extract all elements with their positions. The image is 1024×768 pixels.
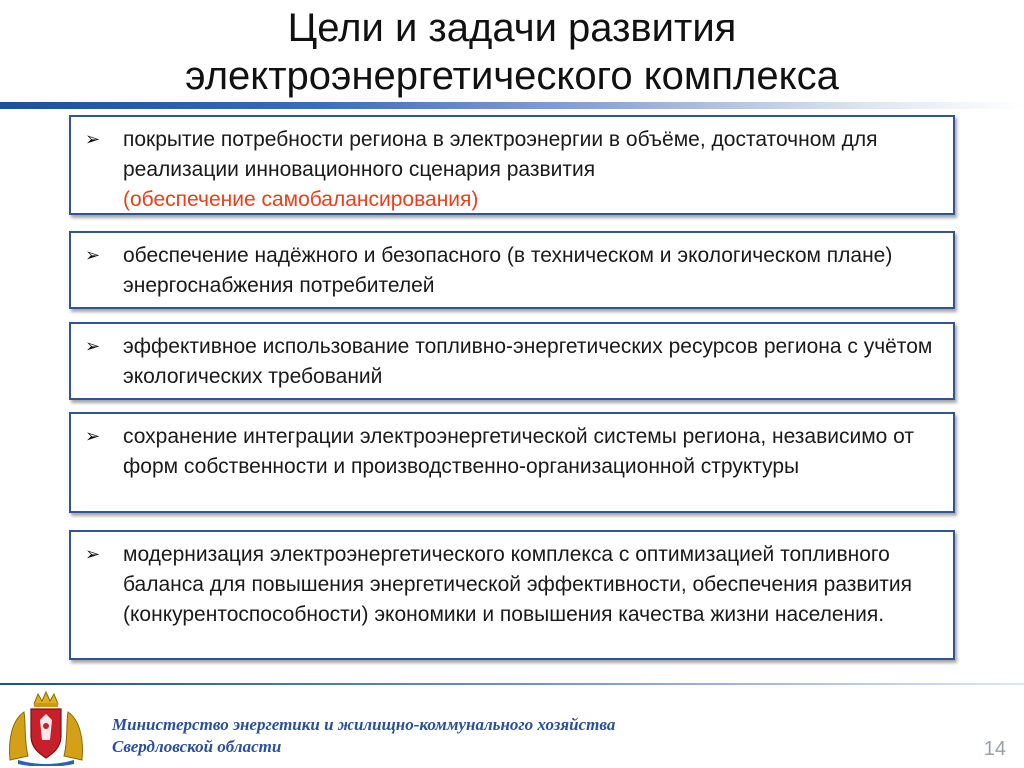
goal-box-3 xyxy=(69,322,955,400)
goal-box-5 xyxy=(69,530,955,660)
slide-title-line-1: Цели и задачи развития xyxy=(287,6,737,50)
goal-box-1 xyxy=(69,115,955,215)
goal-text-3: эффективное использование топливно-энергетических ресурсов региона с учётом экологических требований xyxy=(123,335,933,388)
goal-text-1-highlight: (обеспечение самобалансирования) xyxy=(123,188,479,211)
arrow-bullet-icon: ➢ xyxy=(85,129,101,150)
ministry-name-line-1: Министерство энергетики и жилищно-коммунального хозяйства xyxy=(112,715,616,734)
goal-text-1 xyxy=(123,125,943,215)
arrow-bullet-icon: ➢ xyxy=(85,544,101,565)
page-number: 14 xyxy=(983,738,1006,760)
footer-divider xyxy=(0,683,1024,685)
goal-text-5: модернизация электроэнергетического комплекса с оптимизацией топливного баланса для повышения энергетической эффективности, обеспечения развития (конкурентоспособности) экономики и повышения качества жизни населения. xyxy=(123,543,913,626)
arrow-bullet-icon: ➢ xyxy=(85,336,101,357)
arrow-bullet-icon: ➢ xyxy=(85,245,101,266)
coat-of-arms-icon xyxy=(4,690,88,766)
ministry-name xyxy=(112,714,615,758)
slide-title xyxy=(0,4,1024,100)
goal-box-4 xyxy=(69,412,955,513)
arrow-bullet-icon: ➢ xyxy=(85,426,101,447)
goal-text-4: сохранение интеграции электроэнергетической системы региона, независимо от форм собственности и производственно-организационной структуры xyxy=(123,425,915,478)
goal-text-1-main: покрытие потребности региона в электроэнергии в объёме, достаточном для реализации инновационного сценария развития xyxy=(123,128,878,181)
goal-text-2: обеспечение надёжного и безопасного (в техническом и экологическом плане) энергоснабжения потребителей xyxy=(123,244,893,297)
ministry-name-line-2: Свердловской области xyxy=(112,737,282,756)
title-underline-bar xyxy=(0,102,1024,109)
goal-box-2 xyxy=(69,231,955,309)
slide-title-line-2: электроэнергетического комплекса xyxy=(185,54,839,98)
